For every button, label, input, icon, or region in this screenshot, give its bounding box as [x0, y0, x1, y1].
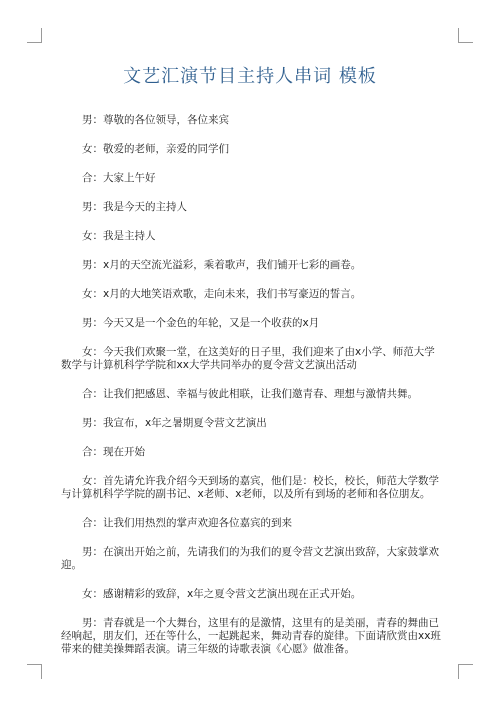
page-corner-mark-top-right [458, 28, 473, 43]
dialogue-line: 女：首先请允许我介绍今天到场的嘉宾，他们是：校长，校长，师范大学数学与计算机科学学院的副书记、x老师、x老师，以及所有到场的老师和各位朋友。 [61, 475, 439, 500]
dialogue-line: 男：在演出开始之前，先请我们的为我们的夏令营文艺演出致辞，大家鼓掌欢迎。 [61, 546, 439, 571]
dialogue-line: 男：x月的天空流光溢彩，乘着歌声，我们铺开七彩的画卷。 [82, 259, 362, 271]
dialogue-line: 男：我宣布，x年之暑期夏令营文艺演出 [82, 417, 267, 429]
dialogue-line: 女：今天我们欢聚一堂，在这美好的日子里，我们迎来了由x小学、师范大学数学与计算机科学学院和xx大学共同举办的夏令营文艺演出活动 [61, 346, 435, 371]
dialogue-line: 合：让我们用热烈的掌声欢迎各位嘉宾的到来 [82, 517, 292, 529]
dialogue-line: 合：让我们把感恩、幸福与彼此相联，让我们邀青春、理想与激情共舞。 [82, 388, 418, 400]
dialogue-line: 男：青春就是一个大舞台，这里有的是激情，这里有的是美丽，青春的舞曲已经响起，朋友们，还在等什么，一起跳起来，舞动青春的旋律。下面请欣赏由xx班带来的健美操舞蹈表演。请三年级的诗歌表演《心愿》做准备。 [61, 617, 441, 655]
dialogue-line: 合：现在开始 [82, 446, 145, 458]
dialogue-line: 男：尊敬的各位领导，各位来宾 [82, 114, 229, 126]
dialogue-line: 女：我是主持人 [82, 230, 156, 242]
page-corner-mark-top-left [27, 28, 42, 43]
dialogue-line: 女：感谢精彩的致辞，x年之夏令营文艺演出现在正式开始。 [82, 588, 362, 600]
dialogue-line: 合：大家上午好 [82, 172, 156, 184]
page-corner-mark-bottom-left [27, 664, 42, 679]
dialogue-line: 女：x月的大地笑语欢歌，走向未来，我们书写豪迈的誓言。 [82, 288, 362, 300]
document-body [61, 114, 445, 672]
dialogue-line: 男：我是今天的主持人 [82, 201, 187, 213]
page-corner-mark-bottom-right [458, 664, 473, 679]
dialogue-line: 男：今天又是一个金色的年轮，又是一个收获的x月 [82, 317, 320, 329]
dialogue-line: 女：敬爱的老师，亲爱的同学们 [82, 143, 229, 155]
document-title: 文艺汇演节目主持人串词 模板 [123, 66, 377, 87]
